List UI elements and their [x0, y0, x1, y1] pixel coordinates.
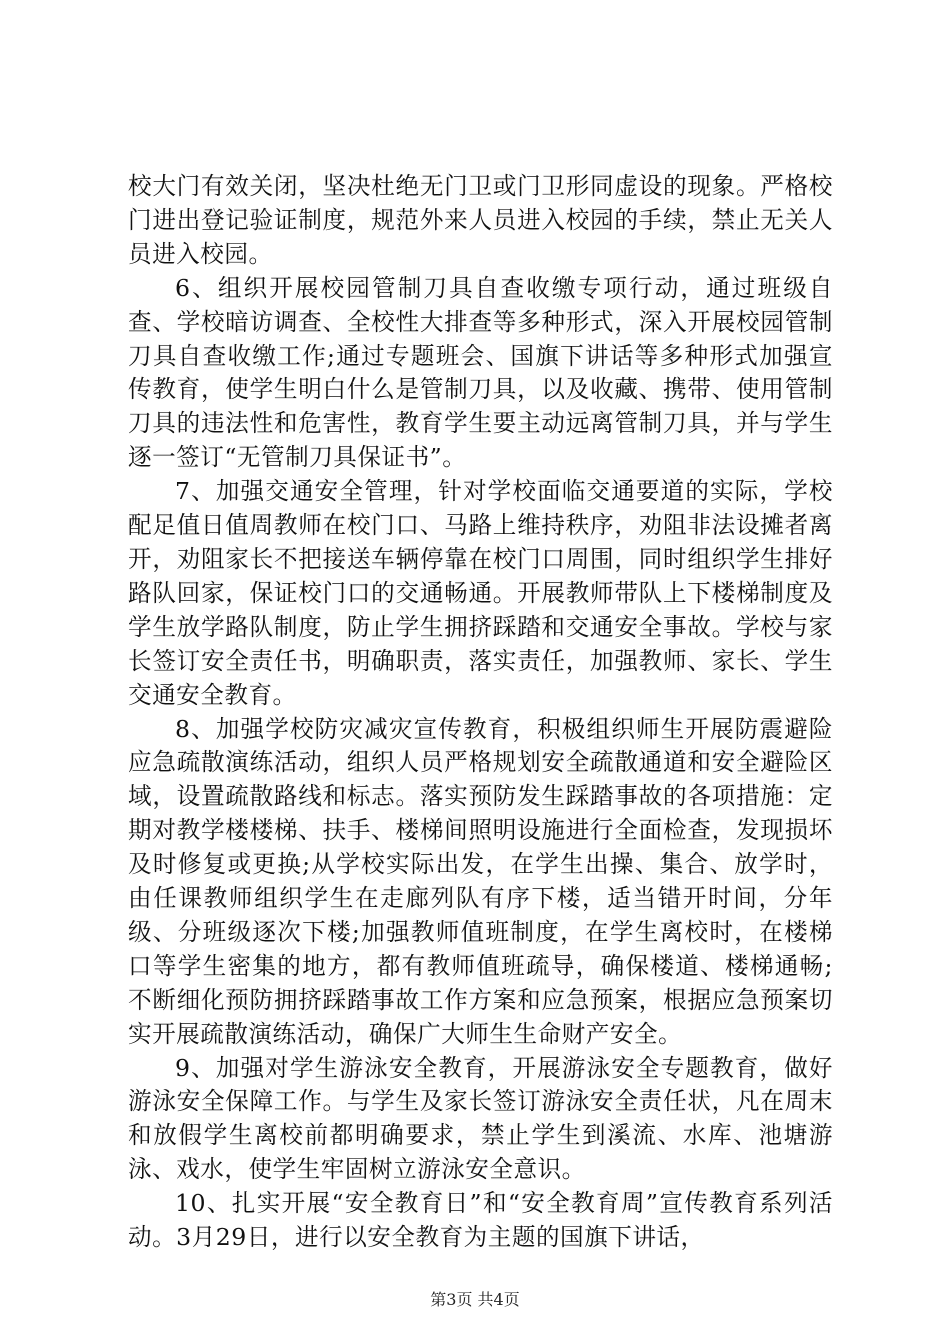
- paragraph-item-7: 7、加强交通安全管理，针对学校面临交通要道的实际，学校配足值日值周教师在校门口、马路上维持秩序，劝阻非法设摊者离开，劝阻家长不把接送车辆停靠在校门口周围，同时组织学生排好路队回家，保证校门口的交通畅通。开展教师带队上下楼梯制度及学生放学路队制度，防止学生拥挤踩踏和交通安全事故。学校与家长签订安全责任书，明确职责，落实责任，加强教师、家长、学生交通安全教育。: [128, 477, 833, 709]
- paragraph-continuation: 校大门有效关闭，坚决杜绝无门卫或门卫形同虚设的现象。严格校门进出登记验证制度，规范外来人员进入校园的手续，禁止无关人员进入校园。: [128, 172, 833, 268]
- paragraph-item-10: 10、扎实开展“安全教育日”和“安全教育周”宣传教育系列活动。3月29日，进行以安全教育为主题的国旗下讲话，: [128, 1189, 833, 1252]
- page-footer: 第3页 共4页: [430, 1290, 520, 1309]
- paragraph-item-9: 9、加强对学生游泳安全教育，开展游泳安全专题教育，做好游泳安全保障工作。与学生及家长签订游泳安全责任状，凡在周末和放假学生离校前都明确要求，禁止学生到溪流、水库、池塘游泳、戏水，使学生牢固树立游泳安全意识。: [128, 1053, 833, 1184]
- paragraph-item-6: 6、组织开展校园管制刀具自查收缴专项行动，通过班级自查、学校暗访调查、全校性大排查等多种形式，深入开展校园管制刀具自查收缴工作;通过专题班会、国旗下讲话等多种形式加强宣传教育，使学生明白什么是管制刀具，以及收藏、携带、使用管制刀具的违法性和危害性，教育学生要主动远离管制刀具，并与学生逐一签订“无管制刀具保证书”。: [128, 273, 833, 472]
- paragraph-item-8: 8、加强学校防灾减灾宣传教育，积极组织师生开展防震避险应急疏散演练活动，组织人员严格规划安全疏散通道和安全避险区域，设置疏散路线和标志。落实预防发生踩踏事故的各项措施：定期对教学楼楼梯、扶手、楼梯间照明设施进行全面检查，发现损坏及时修复或更换;从学校实际出发，在学生出操、集合、放学时，由任课教师组织学生在走廊列队有序下楼，适当错开时间，分年级、分班级逐次下楼;加强教师值班制度，在学生离校时，在楼梯口等学生密集的地方，都有教师值班疏导，确保楼道、楼梯通畅;不断细化预防拥挤踩踏事故工作方案和应急预案，根据应急预案切实开展疏散演练活动，确保广大师生生命财产安全。: [128, 714, 833, 1048]
- document-body: [128, 170, 833, 1255]
